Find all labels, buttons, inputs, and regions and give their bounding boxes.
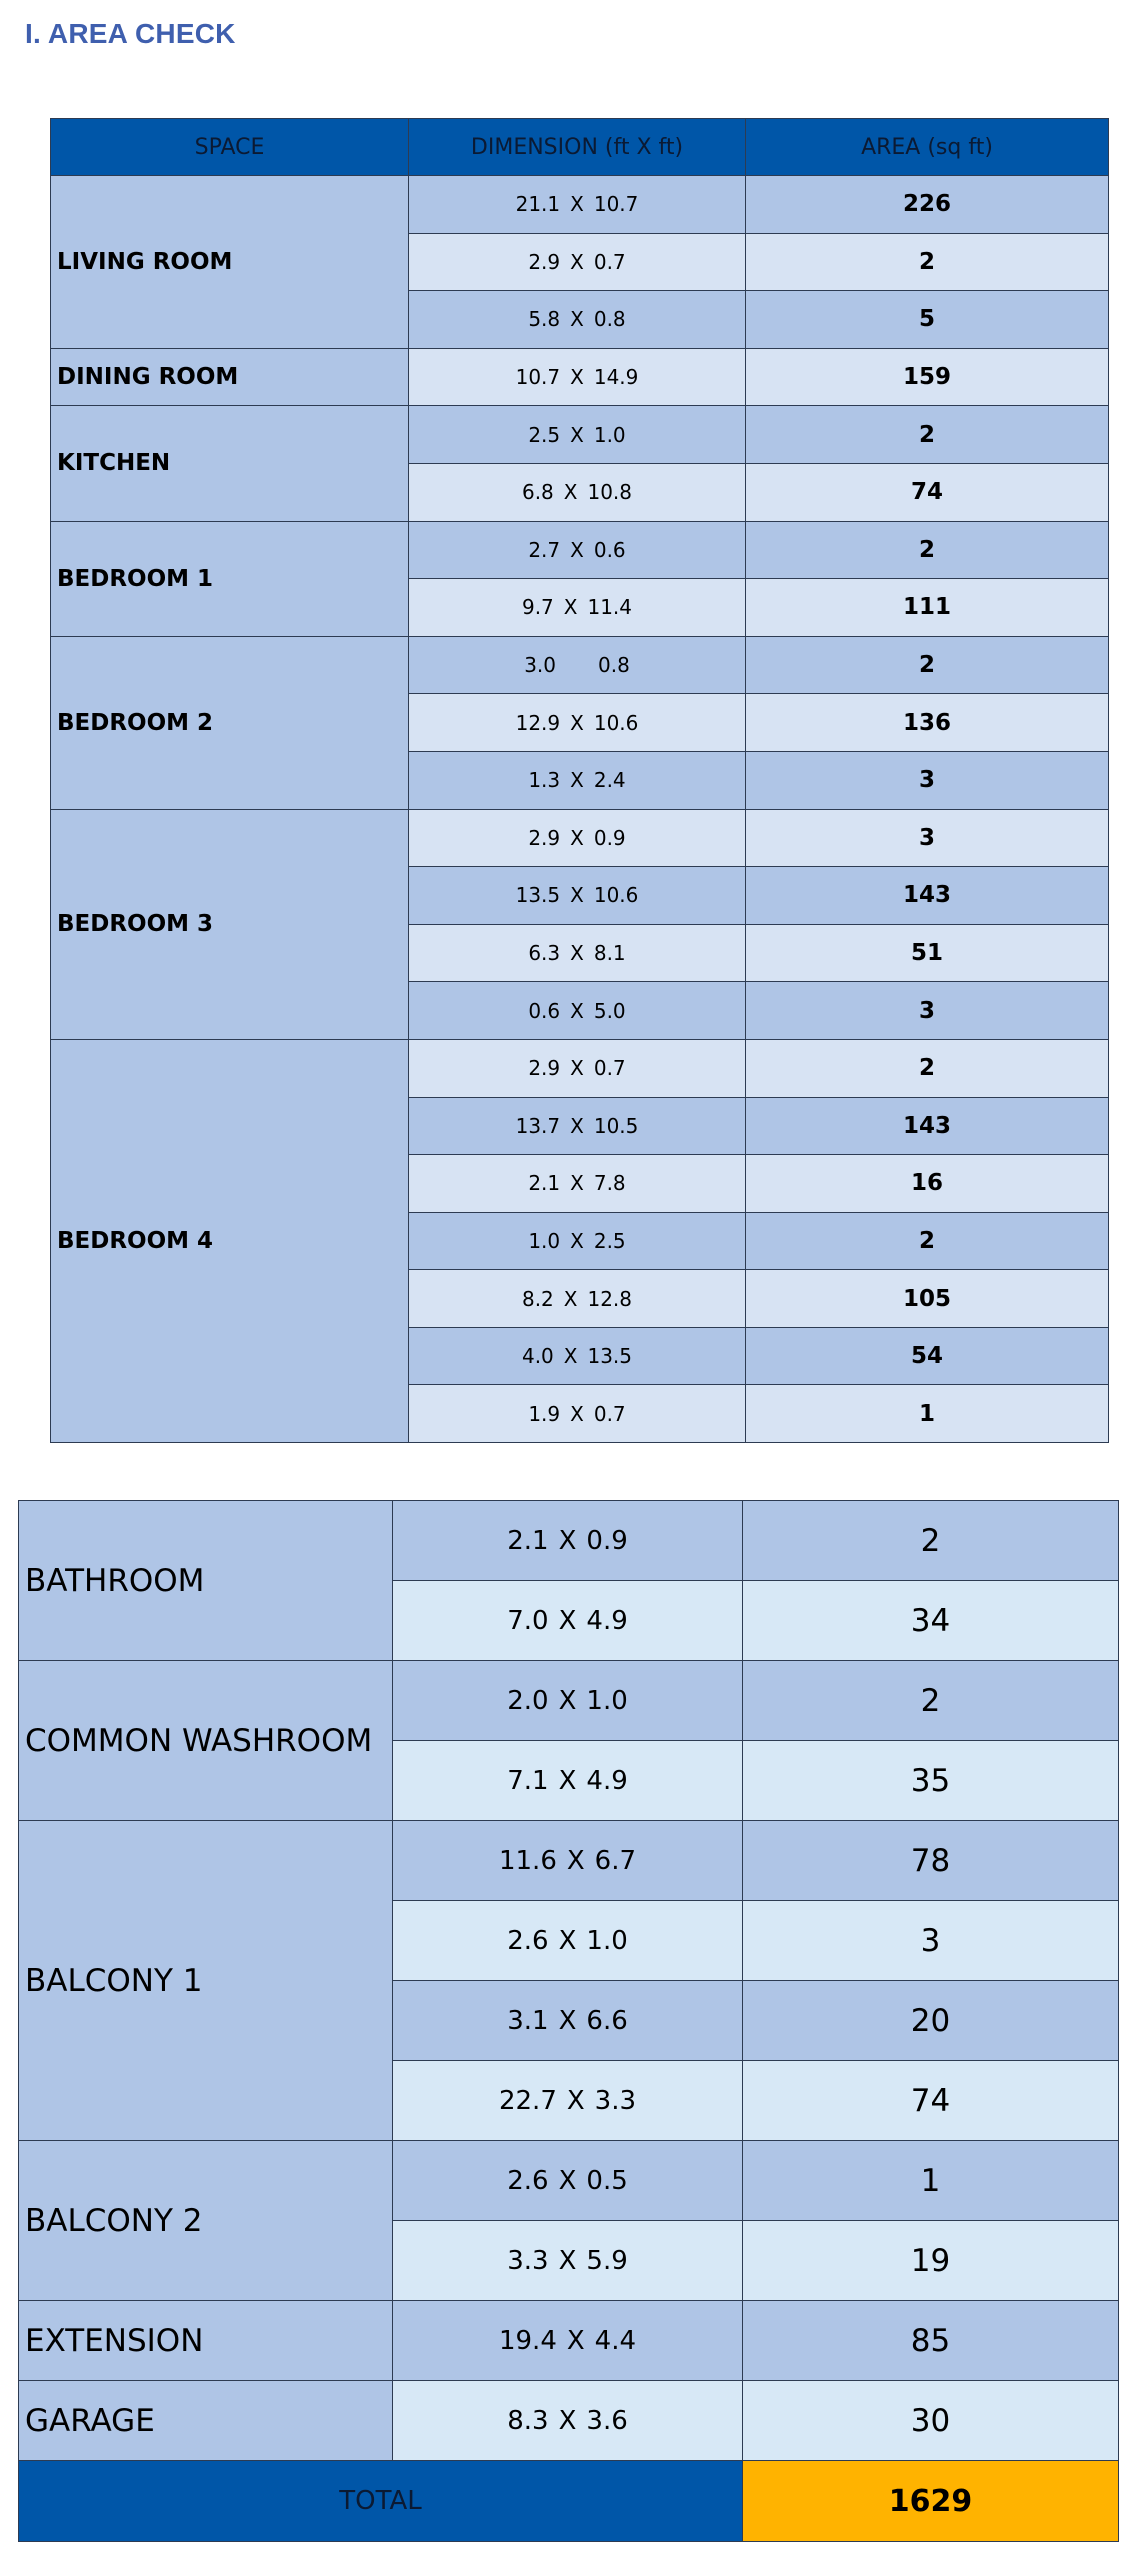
dimension-width: 5.8	[528, 307, 561, 332]
area-cell: 5	[746, 291, 1109, 349]
dimension-cell	[409, 636, 746, 694]
area-cell: 2	[746, 1039, 1109, 1097]
table-body	[19, 1501, 1119, 2461]
dimension-cell	[393, 1581, 743, 1661]
dimension-width: 2.1	[528, 1171, 561, 1196]
dimension-height: 5.9	[586, 2245, 628, 2276]
dimension-cell	[393, 2141, 743, 2221]
dimension-cell	[409, 809, 746, 867]
area-cell: 2	[746, 636, 1109, 694]
dimension-separator: X	[570, 883, 584, 908]
dimension-separator: X	[570, 941, 584, 966]
area-cell: 78	[743, 1821, 1119, 1901]
dimension-cell	[409, 1212, 746, 1270]
dimension-height: 0.7	[593, 1056, 626, 1081]
dimension-width: 2.0	[507, 1685, 549, 1716]
dimension-cell	[409, 1097, 746, 1155]
area-cell: 105	[746, 1270, 1109, 1328]
dimension-cell	[409, 176, 746, 234]
header-area: AREA (sq ft)	[746, 119, 1109, 176]
area-cell: 16	[746, 1155, 1109, 1213]
area-cell: 2	[743, 1661, 1119, 1741]
table-row	[51, 809, 1109, 867]
table-row	[51, 176, 1109, 234]
area-cell: 2	[746, 521, 1109, 579]
dimension-width: 11.6	[498, 1845, 557, 1876]
area-cell: 3	[746, 809, 1109, 867]
area-cell: 74	[743, 2061, 1119, 2141]
area-cell: 1	[746, 1385, 1109, 1443]
dimension-cell	[393, 1741, 743, 1821]
dimension-separator: X	[558, 2245, 577, 2276]
dimension-width: 12.9	[515, 710, 561, 735]
dimension-cell	[409, 1039, 746, 1097]
dimension-width: 13.7	[515, 1113, 561, 1138]
dimension-height: 0.5	[586, 2165, 628, 2196]
dimension-cell	[393, 2301, 743, 2381]
dimension-separator: X	[558, 1925, 577, 1956]
space-name-cell: BEDROOM 3	[51, 809, 409, 1039]
dimension-separator: X	[570, 1228, 584, 1253]
table-row	[51, 406, 1109, 464]
dimension-width: 2.9	[528, 249, 561, 274]
dimension-height: 0.9	[593, 825, 626, 850]
area-cell: 111	[746, 579, 1109, 637]
total-row	[19, 2461, 1119, 2542]
dimension-height: 10.6	[593, 883, 639, 908]
dimension-width: 0.6	[528, 998, 561, 1023]
dimension-cell	[393, 1661, 743, 1741]
dimension-width: 2.1	[507, 1525, 549, 1556]
dimension-height: 1.0	[593, 422, 626, 447]
dimension-cell	[409, 348, 746, 406]
dimension-width: 1.9	[528, 1401, 561, 1426]
dimension-width: 22.7	[498, 2085, 557, 2116]
area-cell: 34	[743, 1581, 1119, 1661]
dimension-height: 11.4	[587, 595, 633, 620]
area-cell: 136	[746, 694, 1109, 752]
dimension-height: 2.4	[593, 768, 626, 793]
dimension-separator: X	[563, 595, 578, 620]
dimension-separator: X	[570, 825, 584, 850]
dimension-separator: X	[570, 249, 584, 274]
area-cell: 3	[746, 982, 1109, 1040]
space-name-cell: BALCONY 2	[19, 2141, 393, 2301]
dimension-height: 8.1	[593, 941, 626, 966]
dimension-cell	[409, 1327, 746, 1385]
area-cell: 51	[746, 924, 1109, 982]
table-row	[51, 348, 1109, 406]
dimension-width: 8.3	[507, 2405, 549, 2436]
area-cell: 2	[746, 406, 1109, 464]
space-name-cell: BEDROOM 2	[51, 636, 409, 809]
dimension-width: 2.7	[528, 537, 561, 562]
dimension-width: 2.5	[528, 422, 561, 447]
dimension-width: 4.0	[521, 1344, 554, 1369]
dimension-width: 7.1	[507, 1765, 549, 1796]
dimension-width: 2.9	[528, 825, 561, 850]
dimension-width: 9.7	[521, 595, 554, 620]
dimension-height: 0.8	[593, 307, 626, 332]
dimension-width: 7.0	[507, 1605, 549, 1636]
table-row	[51, 1039, 1109, 1097]
dimension-separator: X	[563, 1286, 578, 1311]
dimension-cell	[409, 291, 746, 349]
space-name-cell: EXTENSION	[19, 2301, 393, 2381]
dimension-separator: X	[570, 422, 584, 447]
space-name-cell: LIVING ROOM	[51, 176, 409, 349]
header-space: SPACE	[51, 119, 409, 176]
dimension-separator: X	[570, 537, 584, 562]
dimension-cell	[393, 2221, 743, 2301]
table-row	[19, 2381, 1119, 2461]
dimension-cell	[409, 406, 746, 464]
dimension-height: 7.8	[593, 1171, 626, 1196]
header-dimension: DIMENSION (ft X ft)	[409, 119, 746, 176]
dimension-height: 0.6	[593, 537, 626, 562]
dimension-separator: X	[566, 2085, 585, 2116]
total-value: 1629	[743, 2461, 1119, 2542]
dimension-height: 4.9	[586, 1765, 628, 1796]
table-row	[51, 521, 1109, 579]
dimension-separator: X	[563, 480, 578, 505]
space-name-cell: KITCHEN	[51, 406, 409, 521]
dimension-cell	[409, 867, 746, 925]
area-cell: 3	[743, 1901, 1119, 1981]
dimension-cell	[409, 1270, 746, 1328]
dimension-height: 3.3	[594, 2085, 637, 2116]
dimension-height: 1.0	[586, 1685, 628, 1716]
dimension-width: 2.9	[528, 1056, 561, 1081]
dimension-height: 5.0	[593, 998, 626, 1023]
dimension-separator: X	[558, 1605, 577, 1636]
dimension-separator: X	[570, 998, 584, 1023]
dimension-width: 19.4	[498, 2325, 557, 2356]
table-row	[19, 2301, 1119, 2381]
dimension-width: 1.0	[528, 1228, 561, 1253]
dimension-separator: X	[570, 1113, 584, 1138]
table-body	[51, 176, 1109, 1443]
dimension-separator: X	[563, 1344, 578, 1369]
dimension-separator: X	[570, 1401, 584, 1426]
dimension-height: 0.9	[586, 1525, 628, 1556]
dimension-separator: X	[566, 2325, 585, 2356]
dimension-width: 21.1	[515, 192, 561, 217]
dimension-height: 0.7	[593, 249, 626, 274]
table-header-row	[51, 119, 1109, 176]
dimension-separator: X	[570, 768, 584, 793]
dimension-separator: X	[558, 2405, 577, 2436]
dimension-separator: X	[570, 365, 584, 390]
dimension-cell	[409, 982, 746, 1040]
space-name-cell: BATHROOM	[19, 1501, 393, 1661]
dimension-width: 3.3	[507, 2245, 549, 2276]
dimension-width: 3.1	[507, 2005, 549, 2036]
dimension-height: 10.8	[587, 480, 633, 505]
dimension-height: 6.7	[594, 1845, 637, 1876]
area-cell: 143	[746, 1097, 1109, 1155]
dimension-cell	[393, 1981, 743, 2061]
dimension-separator: X	[558, 1765, 577, 1796]
dimension-cell	[393, 1501, 743, 1581]
area-cell: 143	[746, 867, 1109, 925]
area-cell: 1	[743, 2141, 1119, 2221]
dimension-height: 0.7	[593, 1401, 626, 1426]
dimension-width: 1.3	[528, 768, 561, 793]
space-name-cell: BALCONY 1	[19, 1821, 393, 2141]
dimension-cell	[409, 521, 746, 579]
dimension-separator: X	[570, 710, 584, 735]
dimension-width: 6.8	[521, 480, 554, 505]
space-name-cell: COMMON WASHROOM	[19, 1661, 393, 1821]
dimension-width: 10.7	[515, 365, 561, 390]
dimension-cell	[393, 2381, 743, 2461]
dimension-height: 4.4	[594, 2325, 637, 2356]
space-name-cell: DINING ROOM	[51, 348, 409, 406]
dimension-height: 6.6	[586, 2005, 628, 2036]
table-row	[19, 1501, 1119, 1581]
dimension-cell	[409, 233, 746, 291]
dimension-height: 12.8	[587, 1286, 633, 1311]
dimension-width: 2.6	[507, 2165, 549, 2196]
space-name-cell: BEDROOM 4	[51, 1039, 409, 1442]
area-cell: 20	[743, 1981, 1119, 2061]
area-cell: 85	[743, 2301, 1119, 2381]
dimension-separator: X	[570, 307, 584, 332]
dimension-width: 3.0	[524, 653, 556, 678]
dimension-separator: X	[570, 1171, 584, 1196]
dimension-height: 4.9	[586, 1605, 628, 1636]
dimension-separator: X	[558, 2165, 577, 2196]
dimension-cell	[393, 1901, 743, 1981]
dimension-width: 13.5	[515, 883, 561, 908]
table-row	[19, 1821, 1119, 1901]
table-row	[51, 636, 1109, 694]
area-table-1	[50, 118, 1109, 1443]
dimension-height: 10.7	[593, 192, 639, 217]
area-cell: 30	[743, 2381, 1119, 2461]
dimension-height: 3.6	[586, 2405, 628, 2436]
table-row	[19, 2141, 1119, 2221]
dimension-height: 2.5	[593, 1228, 626, 1253]
dimension-separator: X	[558, 2005, 577, 2036]
dimension-width: 8.2	[521, 1286, 554, 1311]
dimension-cell	[393, 2061, 743, 2141]
dimension-separator: X	[558, 1525, 577, 1556]
dimension-separator: X	[570, 1056, 584, 1081]
dimension-separator: X	[570, 192, 584, 217]
space-name-cell: GARAGE	[19, 2381, 393, 2461]
dimension-height: 1.0	[586, 1925, 628, 1956]
dimension-cell	[409, 463, 746, 521]
area-cell: 2	[743, 1501, 1119, 1581]
area-cell: 74	[746, 463, 1109, 521]
dimension-cell	[409, 924, 746, 982]
area-table-2	[18, 1500, 1119, 2542]
space-name-cell: BEDROOM 1	[51, 521, 409, 636]
dimension-cell	[409, 579, 746, 637]
dimension-cell	[393, 1821, 743, 1901]
area-cell: 2	[746, 1212, 1109, 1270]
table-row	[19, 1661, 1119, 1741]
area-cell: 159	[746, 348, 1109, 406]
dimension-height: 10.5	[593, 1113, 639, 1138]
dimension-separator: X	[566, 1845, 585, 1876]
dimension-cell	[409, 751, 746, 809]
dimension-width: 2.6	[507, 1925, 549, 1956]
dimension-height: 0.8	[598, 653, 630, 678]
area-cell: 2	[746, 233, 1109, 291]
dimension-height: 13.5	[587, 1344, 633, 1369]
area-cell: 19	[743, 2221, 1119, 2301]
page-title: I. AREA CHECK	[25, 18, 236, 49]
dimension-cell	[409, 1155, 746, 1213]
dimension-separator: X	[558, 1685, 577, 1716]
dimension-height: 10.6	[593, 710, 639, 735]
dimension-cell	[409, 694, 746, 752]
dimension-height: 14.9	[593, 365, 639, 390]
area-cell: 3	[746, 751, 1109, 809]
area-cell: 54	[746, 1327, 1109, 1385]
area-cell: 226	[746, 176, 1109, 234]
dimension-cell	[409, 1385, 746, 1443]
area-cell: 35	[743, 1741, 1119, 1821]
total-label: TOTAL	[19, 2461, 743, 2542]
dimension-width: 6.3	[528, 941, 561, 966]
